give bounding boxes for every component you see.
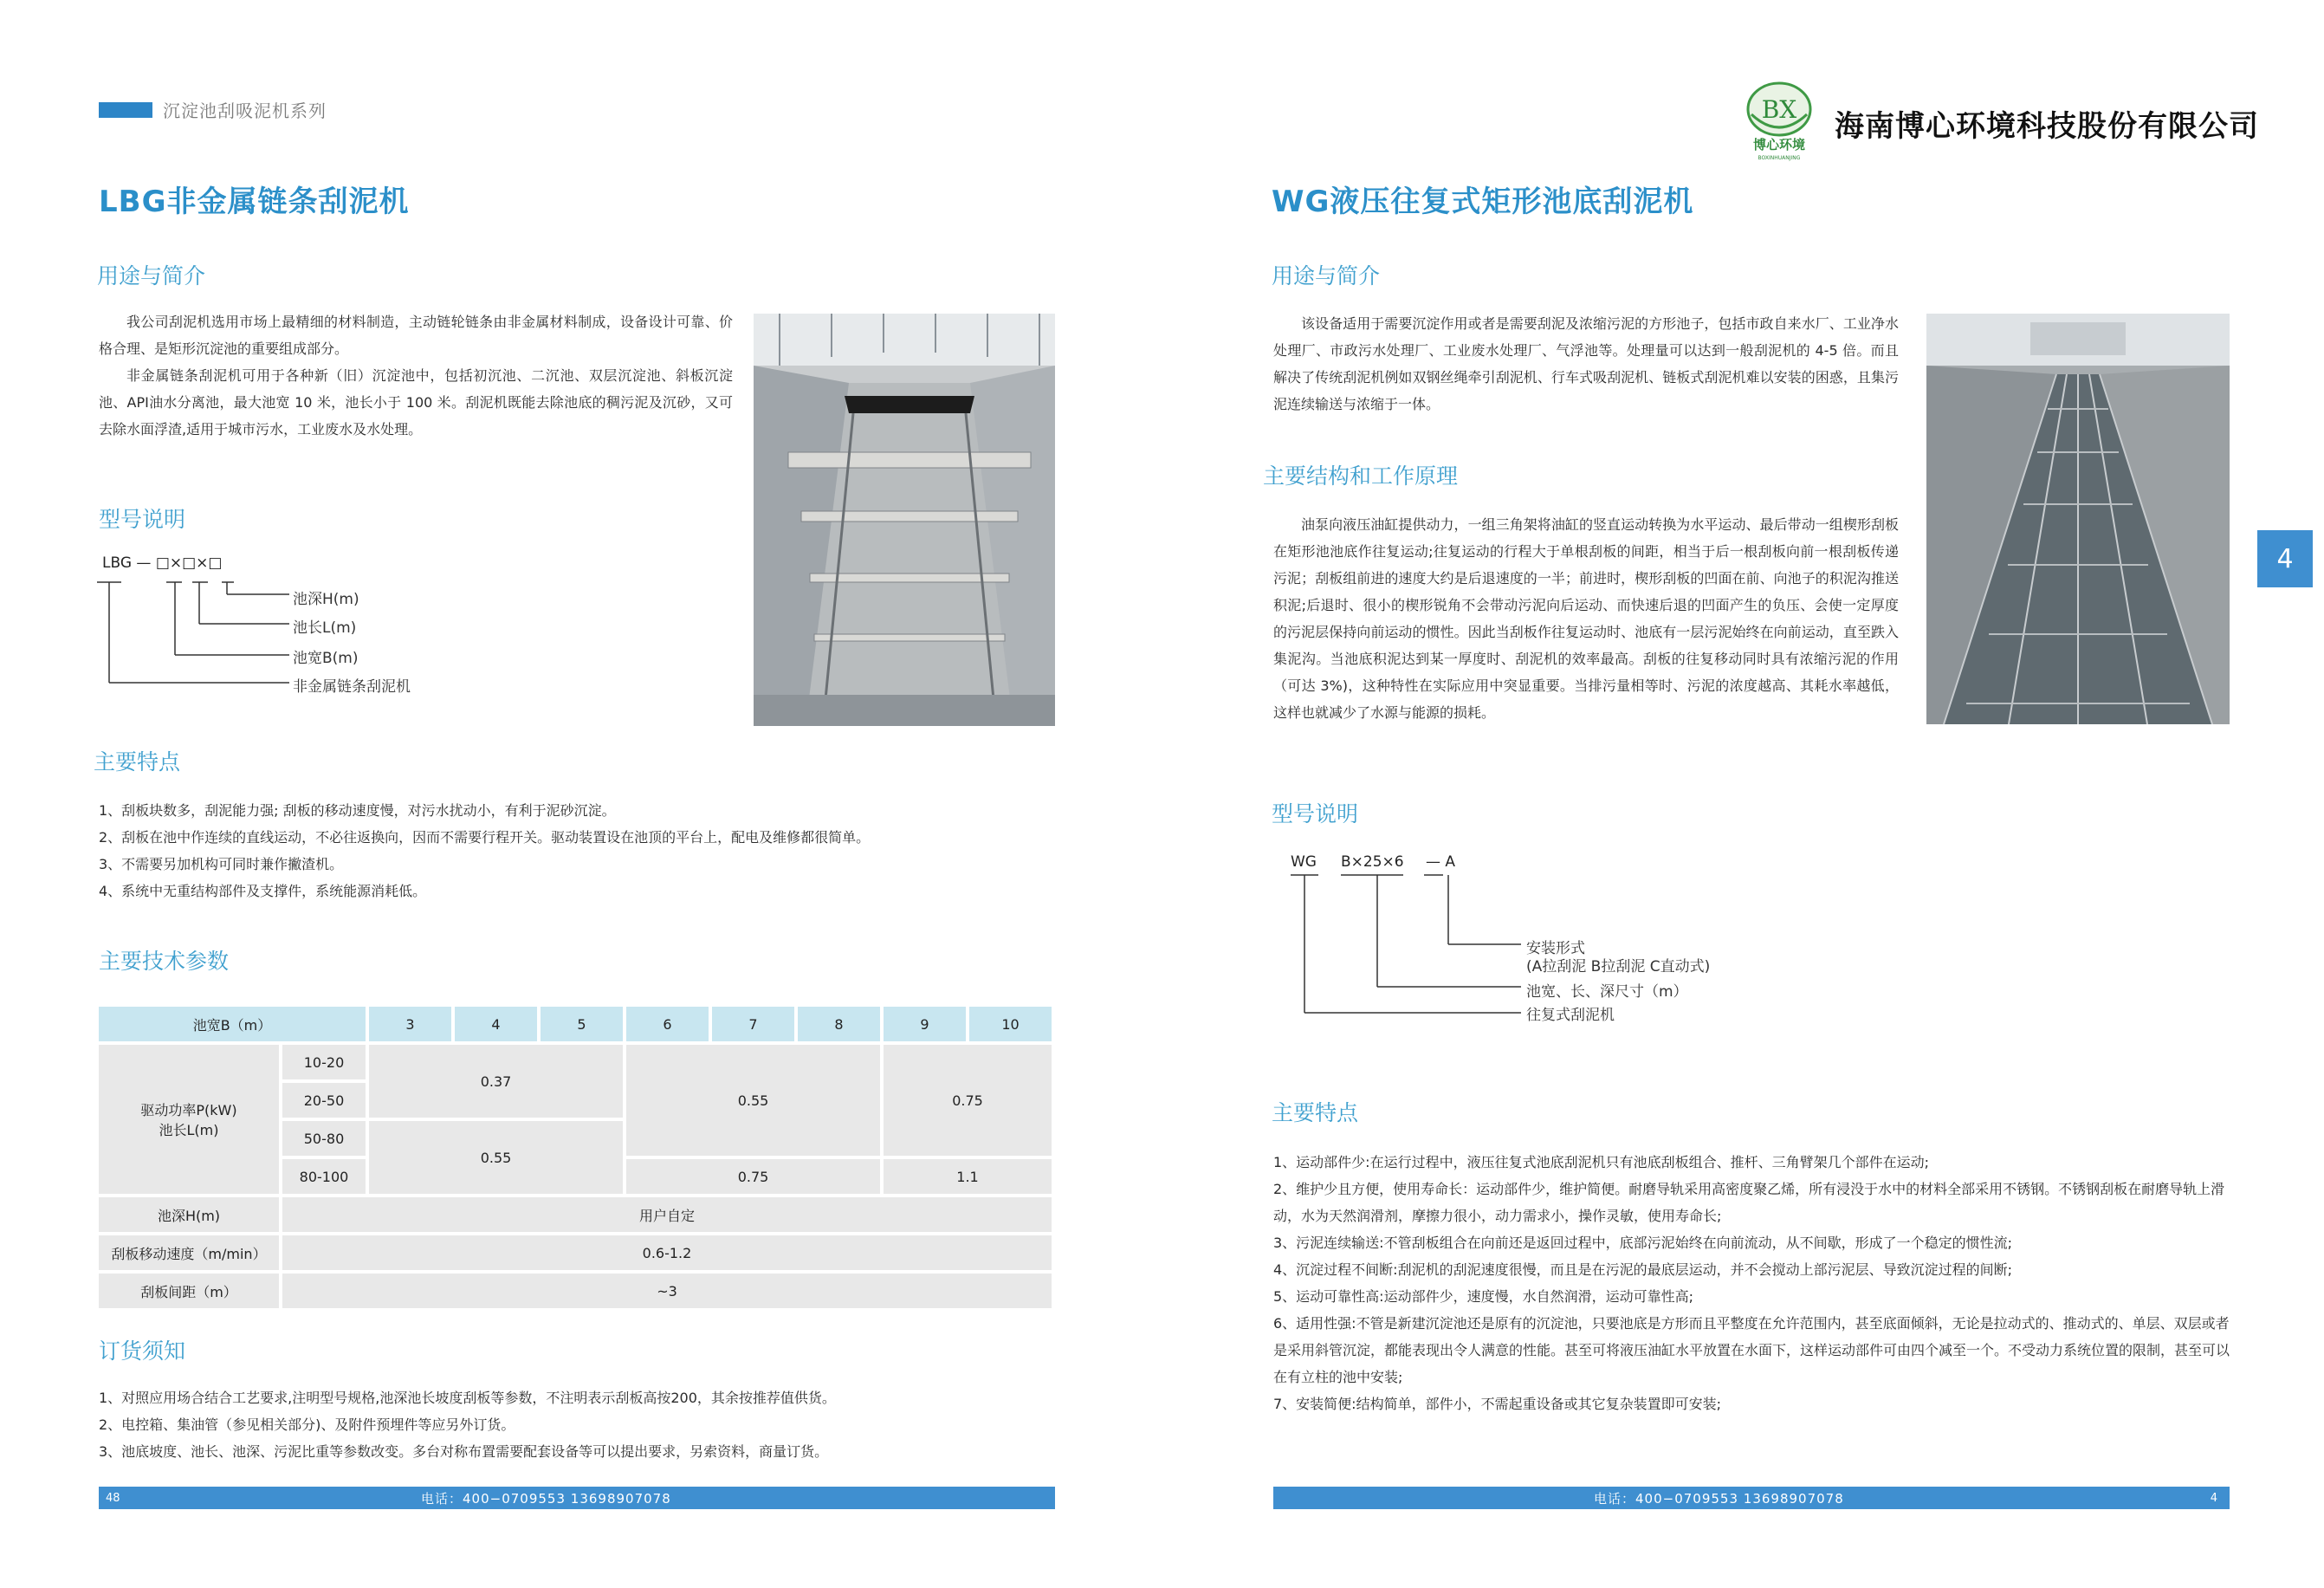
table-cell-055-mid: 0.55: [626, 1045, 880, 1156]
wg-model-dims: B×25×6: [1341, 853, 1404, 871]
lbg-model-code: LBG — □×□×□: [102, 554, 223, 572]
logo-cn: 博心环境: [1752, 137, 1806, 152]
left-feature-2: 2、刮板在池中作连续的直线运动，不必往返换向，因而不需要行程开关。驱动装置设在池顶的平台上，配电及维修都很简单。: [99, 829, 871, 846]
lbg-label-depth: 池深H(m): [293, 591, 359, 608]
series-bar: [99, 102, 152, 118]
right-feature-5: 5、运动可靠性高:运动部件少，速度慢，水自然润滑，运动可靠性高;: [1273, 1288, 1693, 1305]
left-features-list: [99, 797, 1060, 904]
table-speed-value: 0.6-1.2: [282, 1235, 1052, 1270]
table-depth-label: 池深H(m): [99, 1197, 279, 1232]
power-label-line2: 池长L(m): [159, 1122, 219, 1138]
wg-model-code: WG: [1291, 853, 1317, 871]
right-features-heading: 主要特点: [1272, 1100, 1359, 1125]
table-cell-075-right: 0.75: [884, 1045, 1052, 1156]
company-name: 海南博心环境科技股份有限公司: [1835, 109, 2259, 144]
right-product-title: WG液压往复式矩形池底刮泥机: [1272, 185, 1694, 219]
power-label-line1: 驱动功率P(kW): [140, 1102, 237, 1118]
right-structure-heading: 主要结构和工作原理: [1263, 463, 1459, 489]
company-logo: [1741, 80, 1817, 163]
left-order-heading: 订货须知: [99, 1338, 186, 1364]
wg-tank-photo: [1926, 314, 2230, 724]
left-intro-p1: 我公司刮泥机选用市场上最精细的材料制造，主动链轮链条由非金属材料制成，设备设计可靠、价格合理、是矩形沉淀池的重要组成部分。: [99, 314, 733, 357]
right-footer-bar: [1273, 1487, 2230, 1509]
left-feature-3: 3、不需要另加机构可同时兼作撇渣机。: [99, 856, 344, 872]
table-length-80-100: 80-100: [282, 1159, 366, 1194]
right-model-heading: 型号说明: [1272, 801, 1359, 826]
table-width-label: 池宽B（m）: [99, 1007, 366, 1041]
left-order-2: 2、电控箱、集油管（参见相关部分)、及附件预埋件等应另外订货。: [99, 1416, 515, 1433]
params-row-10-20: [99, 1045, 1052, 1079]
right-feature-2: 2、维护少且方便，使用寿命长：运动部件少，维护简便。耐磨导轨采用高密度聚乙烯，所有浸没于水中的材料全部采用不锈钢。不锈钢刮板在耐磨导轨上滑动，水为天然润滑剂，摩擦力很小，动力需求小，操作灵敏，使用寿命长;: [1273, 1181, 2225, 1224]
table-depth-value: 用户自定: [282, 1197, 1052, 1232]
table-width-9: 9: [884, 1007, 966, 1041]
left-footer-phone: 电话：400−0709553 13698907078: [421, 1490, 671, 1507]
table-cell-11: 1.1: [884, 1159, 1052, 1194]
left-features-heading: 主要特点: [94, 749, 181, 775]
chapter-tab[interactable]: 4: [2257, 530, 2313, 587]
wg-label-install: 安装形式: [1526, 940, 1585, 957]
left-intro-text: [99, 308, 733, 443]
left-feature-1: 1、刮板块数多，刮泥能力强; 刮板的移动速度慢，对污水扰动小，有利于泥砂沉淀。: [99, 802, 616, 819]
table-length-20-50: 20-50: [282, 1083, 366, 1118]
lbg-tank-photo: [754, 314, 1055, 726]
wg-model-diagram-lines: [1287, 872, 1530, 1019]
right-page-number: 4: [2210, 1491, 2217, 1505]
table-width-6: 6: [626, 1007, 709, 1041]
right-footer-phone: 电话：400−0709553 13698907078: [1594, 1490, 1844, 1507]
left-params-heading: 主要技术参数: [99, 949, 230, 974]
table-length-10-20: 10-20: [282, 1045, 366, 1079]
right-feature-4: 4、沉淀过程不间断:刮泥机的刮泥速度很慢，而且是在污泥的最底层运动，并不会搅动上部污泥层、导致沉淀过程的间断;: [1273, 1261, 2012, 1278]
table-width-10: 10: [969, 1007, 1052, 1041]
right-feature-6: 6、适用性强:不管是新建沉淀池还是原有的沉淀池，只要池底是方形而且平整度在允许范围内，甚至底面倾斜，无论是拉动式的、推动式的、单层、双层或者是采用斜管沉淀，都能表现出令人满意的性能。甚至可将液压油缸水平放置在水面下，这样运动部件可由四个减至一个。不受动力系统位置的限制，甚至可以在有立柱的池中安装;: [1273, 1315, 2230, 1385]
params-row-speed: [99, 1235, 1052, 1270]
left-footer-bar: [99, 1487, 1055, 1509]
left-model-heading: 型号说明: [99, 507, 186, 532]
left-product-title: LBG非金属链条刮泥机: [99, 185, 410, 219]
table-width-8: 8: [798, 1007, 880, 1041]
left-page-number: 48: [106, 1491, 120, 1505]
table-cell-037: 0.37: [369, 1045, 623, 1118]
params-row-depth: [99, 1197, 1052, 1232]
wg-label-dimensions: 池宽、长、深尺寸（m）: [1526, 983, 1688, 1001]
wg-model-type: — A: [1426, 853, 1456, 871]
logo-en: BOXINHUANJING: [1758, 155, 1801, 161]
table-width-5: 5: [541, 1007, 623, 1041]
lbg-label-width: 池宽B(m): [293, 650, 359, 667]
params-table: [95, 1003, 1055, 1312]
left-order-1: 1、对照应用场合结合工艺要求,注明型号规格,池深池长坡度刮板等参数，不注明表示刮板高按200，其余按推荐值供货。: [99, 1390, 836, 1406]
logo-letters: BX: [1761, 95, 1797, 124]
right-features-list: [1273, 1149, 2233, 1417]
right-feature-7: 7、安装简便:结构简单，部件小，不需起重设备或其它复杂装置即可安装;: [1273, 1396, 1721, 1412]
table-width-7: 7: [712, 1007, 794, 1041]
table-speed-label: 刮板移动速度（m/min）: [99, 1235, 279, 1270]
left-order-list: [99, 1384, 1060, 1465]
left-order-3: 3、池底坡度、池长、池深、污泥比重等参数改变。多台对称布置需要配套设备等可以提出要求，另索资料，商量订货。: [99, 1443, 829, 1460]
lbg-label-length: 池长L(m): [293, 619, 357, 637]
params-row-spacing: [99, 1274, 1052, 1308]
series-text: 沉淀池刮吸泥机系列: [163, 100, 327, 121]
right-feature-3: 3、污泥连续输送:不管刮板组合在向前还是返回过程中，底部污泥始终在向前流动，从不间歇，形成了一个稳定的惯性流;: [1273, 1235, 2012, 1251]
right-intro-p1: 该设备适用于需要沉淀作用或者是需要刮泥及浓缩污泥的方形池子，包括市政自来水厂、工业净水处理厂、市政污水处理厂、工业废水处理厂、气浮池等。处理量可以达到一般刮泥机的 4-5 倍。而且解决了传统刮泥机例如双钢丝绳牵引刮泥机、行车式吸刮泥机、链板式刮泥机难以安装的困惑，且集污泥连续输送与浓缩于一体。: [1273, 315, 1899, 412]
right-feature-1: 1、运动部件少:在运行过程中，液压往复式池底刮泥机只有池底刮板组合、推杆、三角臂架几个部件在运动;: [1273, 1154, 1929, 1170]
right-structure-p1: 油泵向液压油缸提供动力，一组三角架将油缸的竖直运动转换为水平运动、最后带动一组楔形刮板在矩形池池底作往复运动;往复运动的行程大于单根刮板的间距，相当于后一根刮板向前一根刮板传递污泥；刮板组前进的速度大约是后退速度的一半；前进时，楔形刮板的凹面在前、向池子的积泥沟推送积泥;后退时、很小的楔形锐角不会带动污泥向后运动、而快速后退的凹面产生的负压、会使一定厚度的污泥层保持向前运动的惯性。因此当刮板作往复运动时、池底有一层污泥始终在向前运动，直至跌入集泥沟。当池底积泥达到某一厚度时、刮泥机的效率最高。刮板的往复移动同时具有浓缩污泥的作用（可达 3%)，这种特性在实际应用中突显重要。当排污量相等时、污泥的浓度越高、其耗水率越低，这样也就减少了水源与能源的损耗。: [1273, 516, 1899, 721]
table-width-4: 4: [455, 1007, 537, 1041]
lbg-label-name: 非金属链条刮泥机: [293, 678, 411, 696]
right-structure-text: [1273, 511, 1899, 726]
right-intro-text: [1273, 310, 1899, 418]
series-label: [99, 97, 327, 122]
table-spacing-label: 刮板间距（m）: [99, 1274, 279, 1308]
table-cell-075-low: 0.75: [626, 1159, 880, 1194]
table-spacing-value: ~3: [282, 1274, 1052, 1308]
params-header-row: [99, 1007, 1052, 1041]
right-intro-heading: 用途与简介: [1272, 263, 1381, 288]
wg-label-name: 往复式刮泥机: [1526, 1007, 1615, 1024]
left-intro-heading: 用途与简介: [97, 263, 206, 288]
table-length-50-80: 50-80: [282, 1121, 366, 1156]
table-width-3: 3: [369, 1007, 451, 1041]
left-feature-4: 4、系统中无重结构部件及支撑件，系统能源消耗低。: [99, 883, 427, 899]
table-cell-055-low: 0.55: [369, 1121, 623, 1194]
left-intro-p2: 非金属链条刮泥机可用于各种新（旧）沉淀池中，包括初沉池、二沉池、双层沉淀池、斜板沉淀池、API油水分离池，最大池宽 10 米，池长小于 100 米。刮泥机既能去除池底的稠污泥及沉砂，又可去除水面浮渣,适用于城市污水，工业废水及水处理。: [99, 367, 733, 438]
wg-label-install-types: (A拉刮泥 B拉刮泥 C直动式): [1526, 958, 1711, 975]
table-power-label: [99, 1045, 279, 1194]
lbg-model-diagram-lines: [97, 572, 296, 693]
